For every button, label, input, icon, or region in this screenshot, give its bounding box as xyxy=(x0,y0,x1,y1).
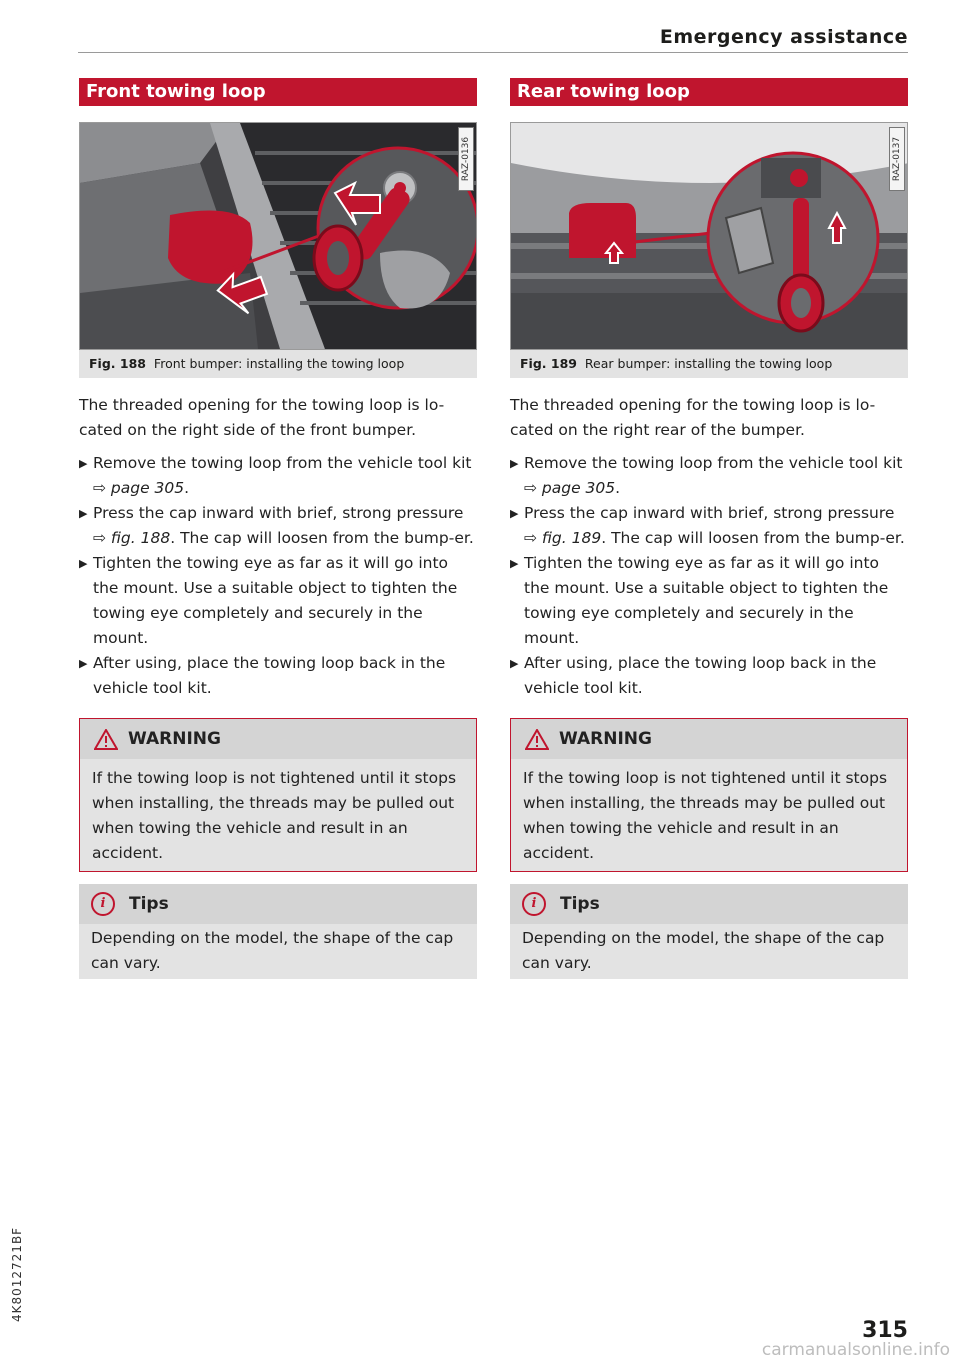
intro-paragraph: The threaded opening for the towing loop is lo-cated on the right side of the front bumper. xyxy=(79,396,445,439)
figure-189 xyxy=(510,122,908,350)
bullet-triangle-icon: ▶ xyxy=(79,657,88,670)
page-number: 315 xyxy=(862,1318,908,1343)
warning-title: WARNING xyxy=(128,729,221,749)
list-item: ▶ Remove the towing loop from the vehicle tool kit ⇨ page 305. xyxy=(79,451,477,501)
section-title: Rear towing loop xyxy=(510,78,908,106)
tips-title: Tips xyxy=(129,894,169,914)
bullet-triangle-icon: ▶ xyxy=(510,657,519,670)
bullet-triangle-icon: ▶ xyxy=(510,457,519,470)
list-item: ▶ Press the cap inward with brief, strong pressure ⇨ fig. 188. The cap will loosen from the bump-er. xyxy=(79,501,477,551)
info-icon: i xyxy=(522,892,546,916)
rear-bumper-illustration xyxy=(511,123,908,349)
figure-188 xyxy=(79,122,477,350)
instruction-list xyxy=(79,451,477,701)
front-bumper-illustration xyxy=(80,123,477,349)
watermark-text: carmanualsonline.info xyxy=(761,1340,950,1360)
warning-text: If the towing loop is not tightened until it stops when installing, the threads may be pulled out when towing the vehicle and result in an accident. xyxy=(511,759,907,871)
page-reference-link[interactable]: ⇨ page 305 xyxy=(524,479,616,497)
tips-text: Depending on the model, the shape of the cap can vary. xyxy=(79,924,477,979)
warning-box xyxy=(79,718,477,872)
figure-caption: Fig. 189 Rear bumper: installing the towing loop xyxy=(510,350,908,378)
warning-triangle-icon xyxy=(94,729,118,750)
rear-towing-section xyxy=(510,78,908,979)
tips-title: Tips xyxy=(560,894,600,914)
warning-box xyxy=(510,718,908,872)
instruction-list xyxy=(510,451,908,701)
warning-text: If the towing loop is not tightened until it stops when installing, the threads may be pulled out when towing the vehicle and result in an accident. xyxy=(80,759,476,871)
tips-text: Depending on the model, the shape of the cap can vary. xyxy=(510,924,908,979)
tips-box xyxy=(79,884,477,979)
figure-reference-link[interactable]: ⇨ fig. 189 xyxy=(524,529,602,547)
warning-triangle-icon xyxy=(525,729,549,750)
header-rule xyxy=(78,52,908,53)
bullet-triangle-icon: ▶ xyxy=(510,507,519,520)
document-code: 4K8012721BF xyxy=(10,1226,24,1322)
list-item: ▶ Tighten the towing eye as far as it will go into the mount. Use a suitable object to tighten the towing eye completely and securely in the mount. xyxy=(79,551,477,651)
list-item: ▶ Press the cap inward with brief, strong pressure ⇨ fig. 189. The cap will loosen from the bump-er. xyxy=(510,501,908,551)
info-icon: i xyxy=(91,892,115,916)
figure-id-tag: RAZ-0136 xyxy=(458,127,474,191)
bullet-triangle-icon: ▶ xyxy=(79,457,88,470)
tips-box xyxy=(510,884,908,979)
bullet-triangle-icon: ▶ xyxy=(79,557,88,570)
chapter-title: Emergency assistance xyxy=(659,26,908,48)
intro-paragraph: The threaded opening for the towing loop is lo-cated on the right rear of the bumper. xyxy=(510,396,876,439)
section-title: Front towing loop xyxy=(79,78,477,106)
figure-reference-link[interactable]: ⇨ fig. 188 xyxy=(93,529,171,547)
figure-caption: Fig. 188 Front bumper: installing the towing loop xyxy=(79,350,477,378)
list-item: ▶ After using, place the towing loop back in the vehicle tool kit. xyxy=(79,651,477,701)
bullet-triangle-icon: ▶ xyxy=(79,507,88,520)
figure-id-tag: RAZ-0137 xyxy=(889,127,905,191)
list-item: ▶ Tighten the towing eye as far as it will go into the mount. Use a suitable object to tighten the towing eye completely and securely in the mount. xyxy=(510,551,908,651)
list-item: ▶ After using, place the towing loop back in the vehicle tool kit. xyxy=(510,651,908,701)
list-item: ▶ Remove the towing loop from the vehicle tool kit ⇨ page 305. xyxy=(510,451,908,501)
bullet-triangle-icon: ▶ xyxy=(510,557,519,570)
front-towing-section xyxy=(79,78,477,979)
page-reference-link[interactable]: ⇨ page 305 xyxy=(93,479,185,497)
warning-title: WARNING xyxy=(559,729,652,749)
